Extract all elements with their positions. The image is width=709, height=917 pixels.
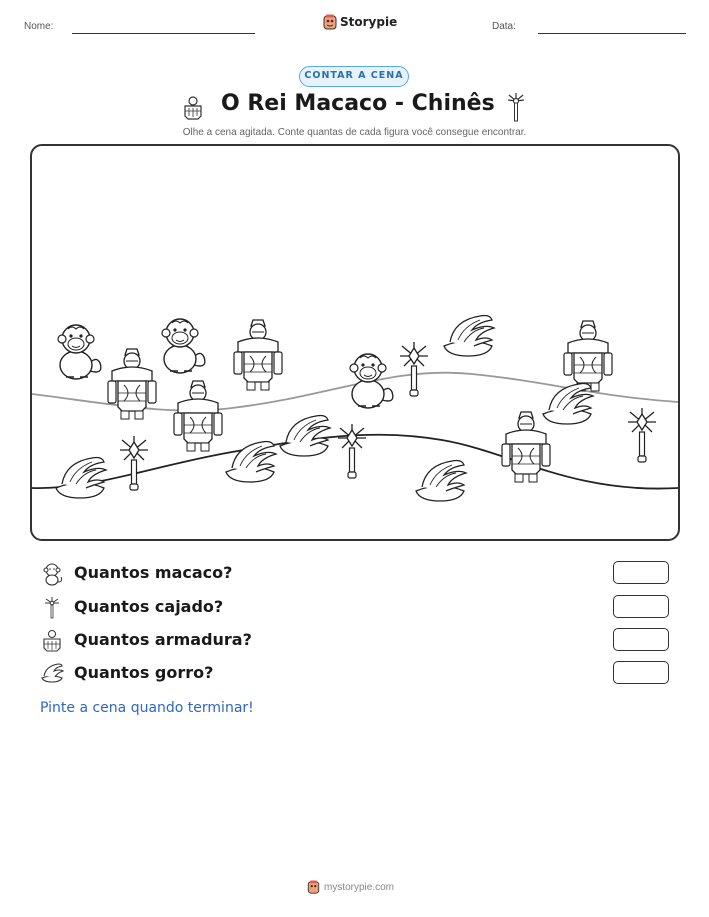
- name-line[interactable]: [72, 33, 255, 34]
- date-label: Data:: [492, 21, 516, 32]
- coloring-instruction: Pinte a cena quando terminar!: [40, 700, 254, 716]
- question-monkey: [40, 561, 680, 587]
- counting-scene[interactable]: [30, 144, 680, 541]
- staff-icon: [40, 596, 64, 620]
- armor-icon: [40, 629, 64, 653]
- staff-figure: [400, 342, 428, 396]
- monkey-figure: [350, 354, 393, 408]
- storypie-logo-icon: [307, 880, 320, 894]
- hat-figure: [280, 416, 330, 457]
- brand-name: Storypie: [340, 15, 398, 29]
- monkey-icon: [40, 562, 64, 586]
- question-armor: [40, 628, 680, 654]
- monkey-figure: [162, 319, 205, 373]
- answer-box[interactable]: [613, 595, 669, 618]
- scene-drawing: [32, 146, 678, 539]
- hat-figure: [543, 384, 593, 425]
- hat-figure: [56, 458, 106, 499]
- armor-figure: [502, 412, 550, 482]
- staff-figure: [120, 436, 148, 490]
- hat-figure: [226, 442, 276, 483]
- question-staff: [40, 595, 680, 621]
- armor-figure: [174, 381, 222, 451]
- question-label: Quantos armadura?: [74, 630, 252, 649]
- site-url[interactable]: mystorypie.com: [324, 881, 395, 893]
- question-label: Quantos macaco?: [74, 563, 233, 582]
- question-label: Quantos gorro?: [74, 663, 214, 682]
- question-label: Quantos cajado?: [74, 597, 224, 616]
- armor-figure: [234, 320, 282, 390]
- armor-icon: [180, 95, 206, 121]
- staff-figure: [628, 408, 656, 462]
- brand-logo: [323, 14, 397, 30]
- staff-figure: [338, 424, 366, 478]
- title-row: [0, 91, 709, 123]
- monkey-figure: [58, 325, 101, 379]
- answer-box[interactable]: [613, 628, 669, 651]
- subtitle: Olhe a cena agitada. Conte quantas de cada figura você consegue encontrar.: [182, 127, 527, 138]
- date-line[interactable]: [538, 33, 686, 34]
- hat-icon: [40, 662, 64, 686]
- hat-figure: [416, 461, 466, 502]
- answer-box[interactable]: [613, 561, 669, 584]
- answer-box[interactable]: [613, 661, 669, 684]
- storypie-logo-icon: [323, 14, 337, 30]
- page-title: O Rei Macaco - Chinês: [221, 91, 495, 116]
- hat-figure: [444, 316, 494, 357]
- name-label: Nome:: [24, 21, 54, 32]
- staff-icon: [505, 91, 527, 123]
- activity-badge: CONTAR A CENA: [299, 66, 409, 87]
- site-footer: [307, 880, 394, 894]
- armor-figure: [564, 321, 612, 391]
- question-hat: [40, 661, 680, 687]
